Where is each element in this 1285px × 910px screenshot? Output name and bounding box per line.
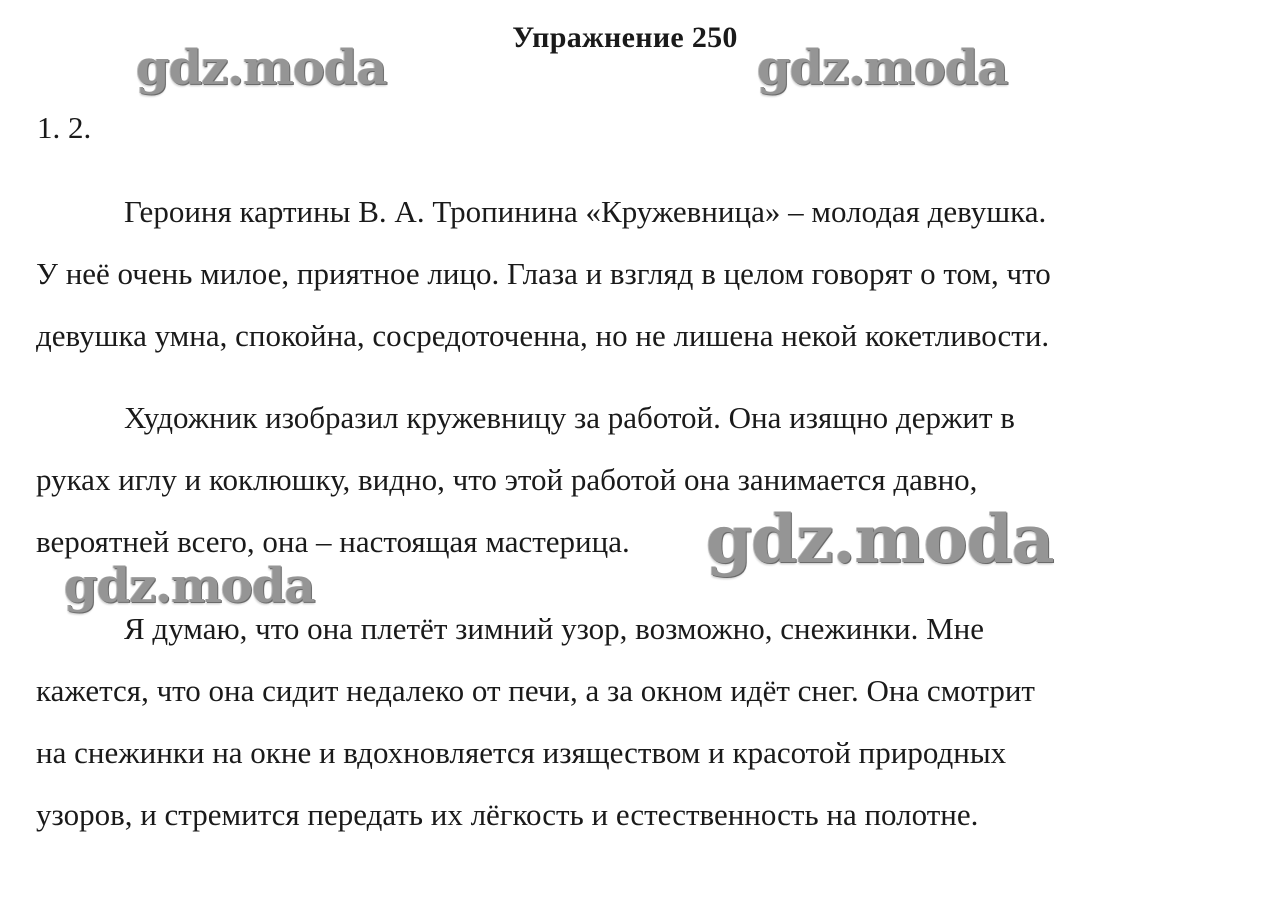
- text-line: девушка умна, спокойна, сосредоточенна, но не лишена некой кокетливости.: [36, 318, 1050, 353]
- watermark: gdz.moda: [136, 40, 387, 96]
- task-number: 1. 2.: [37, 110, 92, 145]
- text-line: Я думаю, что она плетёт зимний узор, возможно, снежинки. Мне: [124, 611, 985, 646]
- paragraph-heroine-description: [36, 181, 1051, 367]
- watermark: gdz.moda: [757, 40, 1008, 96]
- watermark: gdz.moda: [64, 558, 315, 614]
- text-line: Художник изобразил кружевницу за работой. Она изящно держит в: [124, 400, 1015, 435]
- watermark: gdz.moda: [706, 500, 1054, 578]
- text-line: У неё очень милое, приятное лицо. Глаза и взгляд в целом говорят о том, что: [36, 256, 1051, 291]
- text-line: кажется, что она сидит недалеко от печи, а за окном идёт снег. Она смотрит: [36, 673, 1035, 708]
- text-line: на снежинки на окне и вдохновляется изяществом и красотой природных: [36, 735, 1007, 770]
- text-line: Героиня картины В. А. Тропинина «Кружевница» – молодая девушка.: [124, 194, 1047, 229]
- paragraph-author-opinion: [36, 598, 1035, 846]
- text-line: вероятней всего, она – настоящая мастерица.: [36, 524, 630, 559]
- text-line: узоров, и стремится передать их лёгкость и естественность на полотне.: [36, 797, 979, 832]
- page-title: Упражнение 250: [512, 21, 738, 54]
- text-line: руках иглу и коклюшку, видно, что этой работой она занимается давно,: [36, 462, 978, 497]
- paragraph-artist-depiction: [36, 387, 1015, 573]
